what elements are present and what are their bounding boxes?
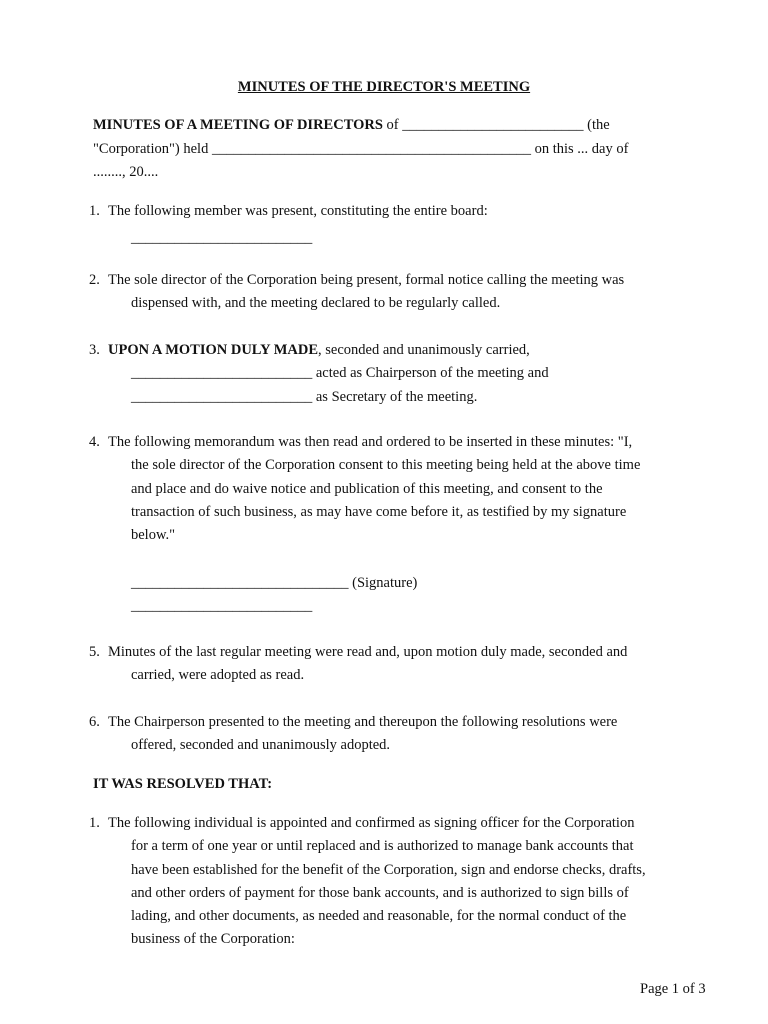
item-number: 1.: [89, 203, 100, 219]
item-number: 2.: [89, 272, 100, 288]
signature-line: ______________________________ (Signature): [131, 575, 418, 591]
item-line: and place and do waive notice and publication of this meeting, and consent to the: [131, 480, 603, 497]
blank-line: _________________________: [131, 230, 313, 247]
item-line: The following memorandum was then read and ordered to be inserted in these minutes: "I,: [108, 434, 633, 450]
item-line: business of the Corporation:: [131, 931, 295, 948]
intro-paragraph: [93, 114, 673, 185]
resolved-heading: IT WAS RESOLVED THAT:: [93, 776, 273, 792]
item-line: below.": [131, 527, 176, 544]
list-item-1: [89, 200, 679, 251]
item-line-rest: , seconded and unanimously carried,: [318, 342, 530, 358]
secretary-line: _________________________ as Secretary of the meeting.: [131, 388, 478, 405]
item-line: The following member was present, constituting the entire board:: [108, 203, 488, 219]
item-line: The Chairperson presented to the meeting and thereupon the following resolutions were: [108, 714, 618, 730]
item-line: offered, seconded and unanimously adopted.: [131, 737, 391, 754]
item-number: 4.: [89, 434, 100, 450]
item-line: Minutes of the last regular meeting were read and, upon motion duly made, seconded and: [108, 644, 628, 660]
item-line: the sole director of the Corporation consent to this meeting being held at the above time: [131, 457, 641, 474]
item-number: 1.: [89, 815, 100, 831]
list-item-6: [89, 711, 679, 758]
item-number: 5.: [89, 644, 100, 660]
document-title: MINUTES OF THE DIRECTOR'S MEETING: [237, 79, 531, 95]
item-line: carried, were adopted as read.: [131, 667, 305, 684]
item-line: The following individual is appointed and confirmed as signing officer for the Corporation: [108, 815, 635, 831]
resolution-item-1: [89, 812, 679, 952]
list-item-4: [89, 431, 679, 547]
intro-line3: ........, 20....: [93, 164, 159, 180]
item-number: 3.: [89, 342, 100, 358]
item-line: for a term of one year or until replaced and is authorized to manage bank accounts that: [131, 838, 634, 855]
item-line: lading, and other documents, as needed and reasonable, for the normal conduct of the: [131, 908, 627, 925]
page-number: Page 1 of 3: [640, 981, 706, 997]
motion-bold-lead: UPON A MOTION DULY MADE: [108, 342, 318, 358]
intro-bold-lead: MINUTES OF A MEETING OF DIRECTORS: [93, 117, 383, 133]
name-line: _________________________: [131, 598, 313, 615]
list-item-5: [89, 641, 679, 688]
intro-line2: "Corporation") held ____________________________________________ on this ... day of: [93, 140, 629, 157]
item-line: and other orders of payment for those bank accounts, and is authorized to sign bills of: [131, 884, 629, 901]
list-item-2: [89, 269, 679, 316]
item-line: transaction of such business, as may have come before it, as testified by my signature: [131, 503, 627, 520]
list-item-3: [89, 339, 679, 409]
item-line: have been established for the benefit of the Corporation, sign and endorse checks, drafts,: [131, 861, 646, 878]
item-line: dispensed with, and the meeting declared to be regularly called.: [131, 295, 501, 312]
chairperson-line: _________________________ acted as Chairperson of the meeting and: [131, 365, 549, 382]
signature-block: [89, 572, 679, 619]
intro-line1-rest: of _________________________ (the: [382, 117, 610, 133]
item-number: 6.: [89, 714, 100, 730]
item-line: The sole director of the Corporation being present, formal notice calling the meeting was: [108, 272, 625, 288]
item-line: [108, 339, 679, 362]
